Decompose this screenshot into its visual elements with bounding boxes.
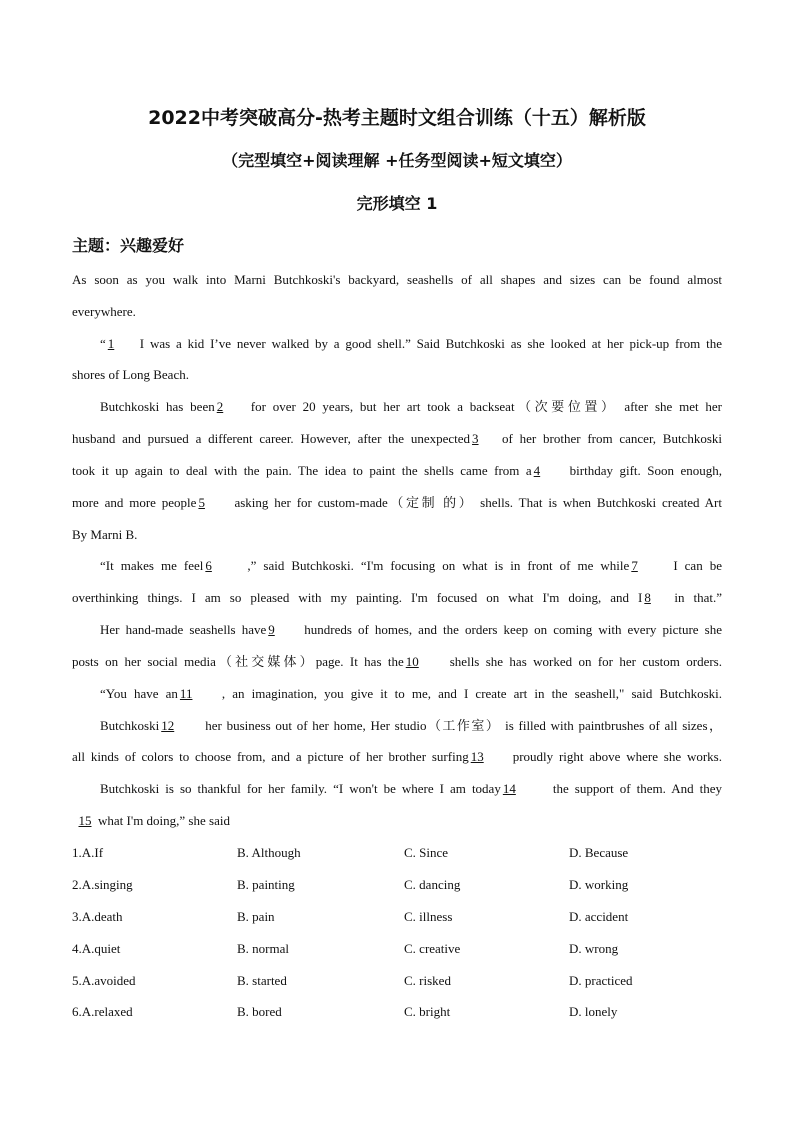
option-d: D. lonely	[569, 1004, 618, 1019]
option-b: B. started	[237, 973, 287, 988]
passage-line: overthinking things. I am so pleased with my painting. I'm focused on what I'm doing, and I 8 in that.”	[72, 590, 722, 605]
blank: 11	[179, 686, 193, 701]
passage-line: “It makes me feel 6 ,” said Butchkoski. “I'm focusing on what is in front of me while 7 I can be	[100, 558, 722, 573]
option-d: D. wrong	[569, 941, 619, 956]
passage-line: Butchkoski 12 her business out of her home, Her studio（工作室） is filled with paintbrushes of all sizes，	[100, 718, 722, 733]
passage-line: everywhere.	[72, 304, 136, 319]
passage-line: shores of Long Beach.	[72, 367, 189, 382]
passage-line: “ 1 I was a kid I’ve never walked by a good shell.” Said Butchkoski as she looked at her pick-up from the	[100, 336, 722, 351]
option-c: C. dancing	[404, 877, 461, 892]
option-c: C. bright	[404, 1004, 451, 1019]
passage-line: more and more people 5 asking her for custom-made（定制 的） shells. That is when Butchkoski created Art	[72, 495, 722, 510]
passage-line: all kinds of colors to choose from, and a picture of her brother surfing 13 proudly right above where she works.	[72, 749, 722, 764]
option-b: B. bored	[237, 1004, 282, 1019]
option-a: 6.A.relaxed	[72, 1004, 133, 1019]
option-d: D. working	[569, 877, 629, 892]
passage-line: posts on her social media（社交媒体）page. It has the 10 shells she has worked on for her custom orders.	[72, 654, 722, 669]
section-heading: 完形填空 1	[356, 194, 438, 213]
blank: 15	[78, 813, 92, 828]
option-a: 5.A.avoided	[72, 973, 136, 988]
blank: 7	[631, 558, 638, 573]
blank: 5	[198, 495, 205, 510]
option-b: B. normal	[237, 941, 289, 956]
document-subtitle: （完型填空+阅读理解 +任务型阅读+短文填空）	[222, 151, 572, 170]
option-row	[72, 845, 732, 861]
option-b: B. painting	[237, 877, 295, 892]
passage-line: Butchkoski is so thankful for her family. “I won't be where I am today 14 the support of them. And they	[100, 781, 723, 796]
passage-line: husband and pursued a different career. However, after the unexpected 3 of her brother from cancer, Butchkoski	[72, 431, 722, 446]
blank: 6	[205, 558, 212, 573]
option-row	[72, 1004, 732, 1020]
passage-line: “You have an 11 , an imagination, you give it to me, and I create art in the seashell," said Butchkoski.	[100, 686, 723, 701]
blank: 8	[644, 590, 651, 605]
passage-line: took it up again to deal with the pain. The idea to paint the shells came from a 4 birthday gift. Soon enough,	[72, 463, 722, 478]
option-d: D. practiced	[569, 973, 633, 988]
blank: 14	[502, 781, 516, 796]
option-a: 3.A.death	[72, 909, 123, 924]
option-b: B. Although	[237, 845, 301, 860]
option-d: D. accident	[569, 909, 629, 924]
option-row	[72, 909, 732, 925]
option-a: 1.A.If	[72, 845, 104, 860]
passage-line: By Marni B.	[72, 527, 138, 542]
option-row	[72, 941, 732, 957]
option-c: C. creative	[404, 941, 461, 956]
blank: 4	[533, 463, 541, 478]
blank: 3	[472, 431, 479, 446]
passage-line: Butchkoski has been 2 for over 20 years, but her art took a backseat（次要位置） after she met her	[100, 399, 722, 414]
passage-line: As soon as you walk into Marni Butchkoski's backyard, seashells of all shapes and sizes can be found almost	[72, 272, 722, 287]
option-c: C. risked	[404, 973, 451, 988]
option-c: C. illness	[404, 909, 453, 924]
option-row	[72, 877, 732, 893]
document-title: 2022中考突破高分-热考主题时文组合训练（十五）解析版	[148, 107, 646, 129]
passage-line: Her hand-made seashells have 9 hundreds of homes, and the orders keep on coming with every picture she	[100, 622, 722, 637]
option-a: 2.A.singing	[72, 877, 133, 892]
option-a: 4.A.quiet	[72, 941, 121, 956]
option-row	[72, 973, 732, 989]
blank: 13	[470, 749, 484, 764]
option-c: C. Since	[404, 845, 449, 860]
blank: 9	[268, 622, 275, 637]
blank: 10	[405, 654, 419, 669]
blank: 1	[107, 336, 115, 351]
topic-heading: 主题：兴趣爱好	[72, 236, 185, 255]
option-d: D. Because	[569, 845, 629, 860]
blank: 2	[216, 399, 224, 414]
option-b: B. pain	[237, 909, 275, 924]
blank: 12	[161, 718, 175, 733]
passage-line: 15 what I'm doing,” she said	[72, 813, 722, 829]
